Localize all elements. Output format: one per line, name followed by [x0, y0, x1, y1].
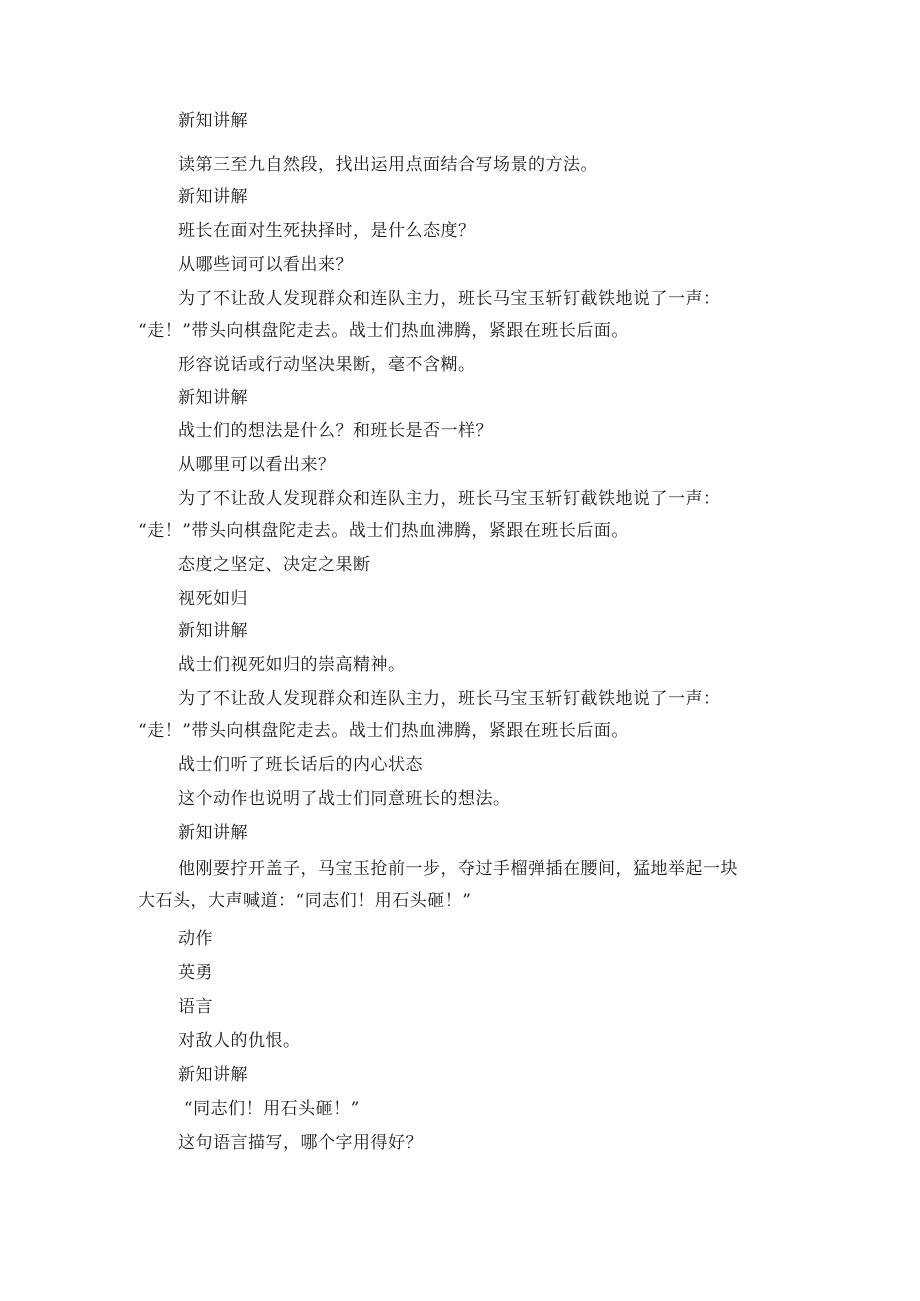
question-text: 班长在面对生死抉择时，是什么态度？: [178, 221, 476, 241]
answer-text: 动作: [178, 929, 213, 949]
quote-text: 为了不让敌人发现群众和连队主力，班长马宝玉斩钉截铁地说了一声：: [178, 689, 721, 709]
quote-text: 为了不让敌人发现群众和连队主力，班长马宝玉斩钉截铁地说了一声：: [178, 489, 721, 509]
answer-text: 战士们视死如归的崇高精神。: [178, 655, 406, 675]
answer-text: 语言: [178, 997, 213, 1017]
answer-text: 对敌人的仇恨。: [178, 1031, 301, 1051]
section-heading: 新知讲解: [178, 1065, 248, 1085]
quote-text: 为了不让敌人发现群众和连队主力，班长马宝玉斩钉截铁地说了一声：: [178, 289, 721, 309]
section-heading: 新知讲解: [178, 823, 248, 843]
quote-text: 他刚要拧开盖子，马宝玉抢前一步，夺过手榴弹插在腰间，猛地举起一块: [178, 859, 738, 879]
quote-text-continued: 大石头，大声喊道：“同志们！用石头砸！”: [138, 891, 472, 911]
answer-text: 视死如归: [178, 589, 248, 609]
section-heading: 新知讲解: [178, 621, 248, 641]
quote-text-continued: “走！”带头向棋盘陀走去。战士们热血沸腾，紧跟在班长后面。: [138, 321, 629, 341]
question-text: 战士们的想法是什么？和班长是否一样？: [178, 421, 493, 441]
section-heading: 新知讲解: [178, 388, 248, 408]
question-text: 这句语言描写，哪个字用得好？: [178, 1133, 423, 1153]
quote-text: “同志们！用石头砸！”: [178, 1099, 360, 1119]
quote-text-continued: “走！”带头向棋盘陀走去。战士们热血沸腾，紧跟在班长后面。: [138, 521, 629, 541]
answer-text: 战士们听了班长话后的内心状态: [178, 755, 423, 775]
section-heading: 新知讲解: [178, 187, 248, 207]
quote-text-continued: “走！”带头向棋盘陀走去。战士们热血沸腾，紧跟在班长后面。: [138, 721, 629, 741]
answer-text: 英勇: [178, 963, 213, 983]
explanation-text: 形容说话或行动坚决果断，毫不含糊。: [178, 355, 476, 375]
answer-text: 这个动作也说明了战士们同意班长的想法。: [178, 789, 511, 809]
answer-text: 态度之坚定、决定之果断: [178, 555, 371, 575]
instruction-text: 读第三至九自然段，找出运用点面结合写场景的方法。: [178, 155, 598, 175]
section-heading: 新知讲解: [178, 111, 248, 131]
question-text: 从哪里可以看出来？: [178, 455, 336, 475]
question-text: 从哪些词可以看出来？: [178, 255, 353, 275]
